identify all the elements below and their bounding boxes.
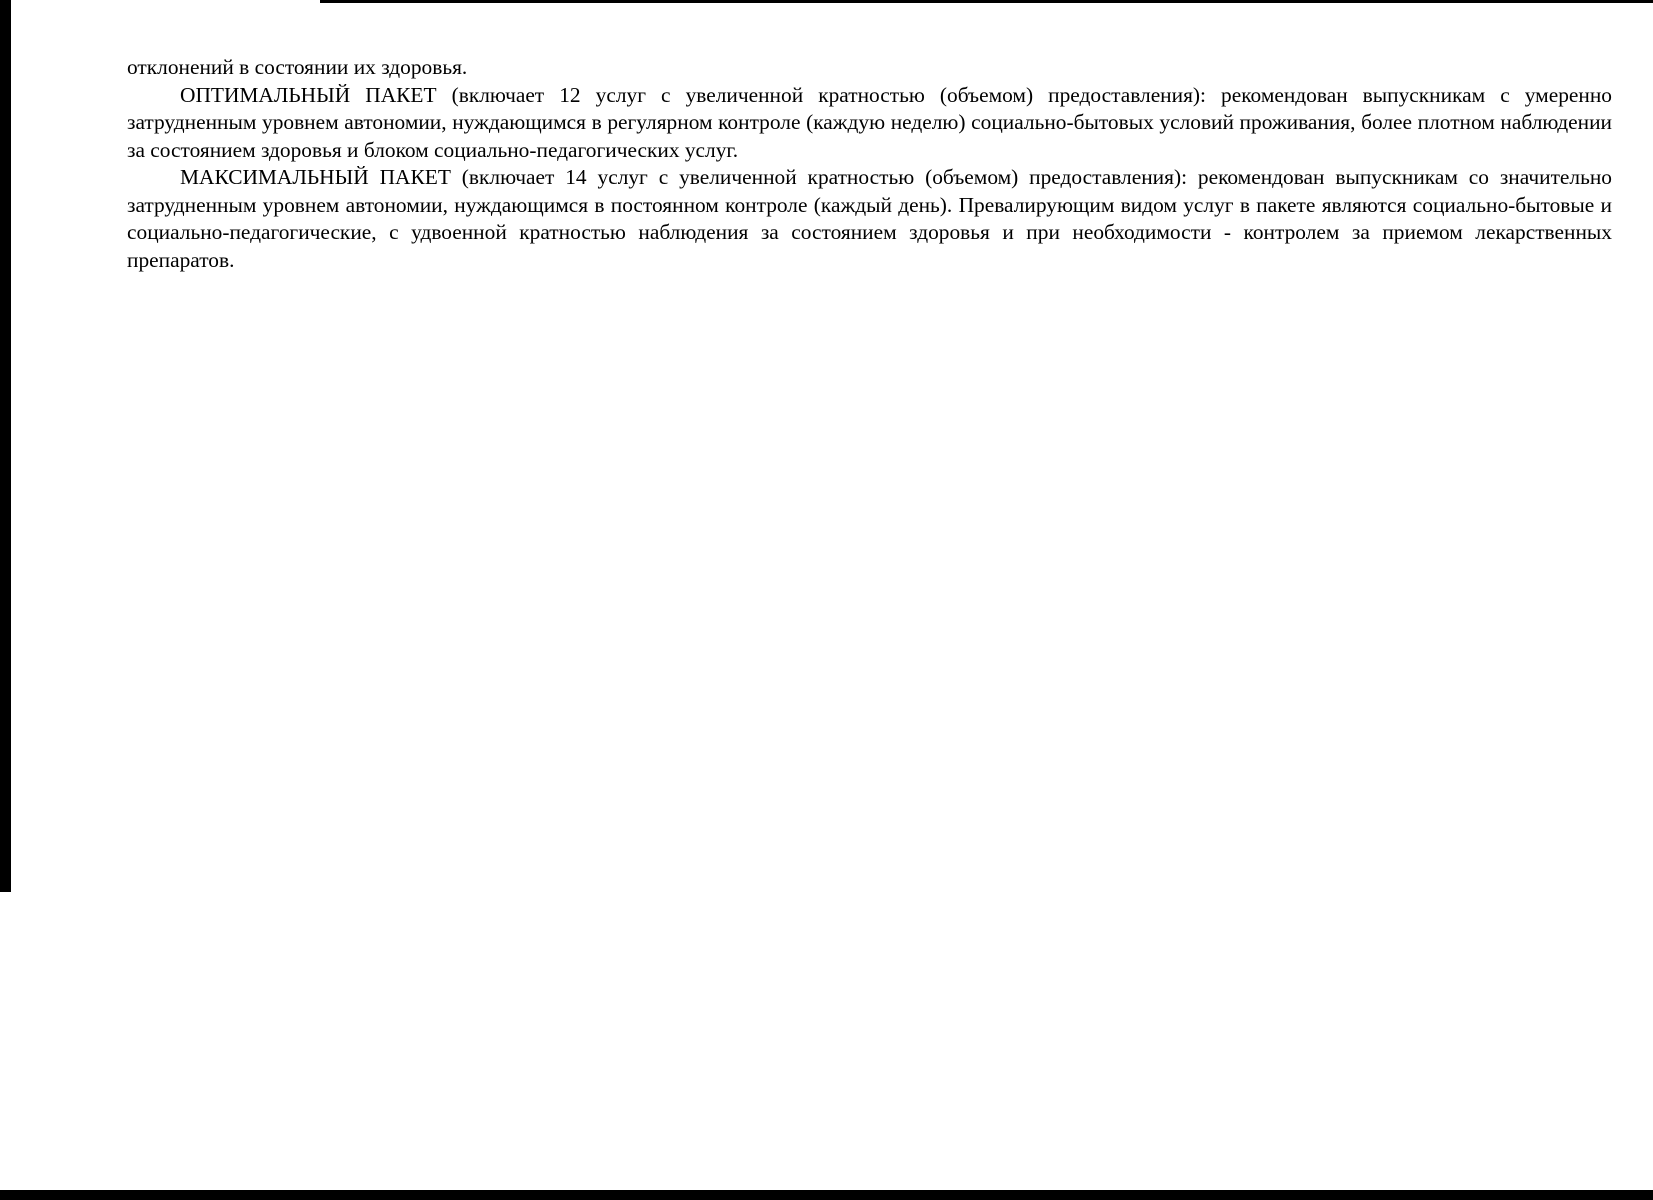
- document-body: [127, 54, 1612, 274]
- scan-edge-left: [0, 0, 11, 892]
- paragraph-optimal-package: ОПТИМАЛЬНЫЙ ПАКЕТ (включает 12 услуг с увеличенной кратностью (объемом) предоставления): рекомендован выпускникам с умеренно затрудненным уровнем автономии, нуждающимся в регулярном контроле (каждую неделю) социально-бытовых условий проживания, более плотном наблюдении за состоянием здоровья и блоком социально-педагогических услуг.: [127, 82, 1612, 162]
- scan-edge-top: [320, 0, 1653, 3]
- paragraph-maximal-package: МАКСИМАЛЬНЫЙ ПАКЕТ (включает 14 услуг с увеличенной кратностью (объемом) предоставления): рекомендован выпускникам со значительно затрудненным уровнем автономии, нуждающимся в постоянном контроле (каждый день). Превалирующим видом услуг в пакете являются социально-бытовые и социально-педагогические, с удвоенной кратностью наблюдения за состоянием здоровья и при необходимости - контролем за приемом лекарственных препаратов.: [127, 165, 1612, 272]
- paragraph-continuation: отклонений в состоянии их здоровья.: [127, 55, 468, 79]
- scan-edge-bottom: [0, 1190, 1653, 1200]
